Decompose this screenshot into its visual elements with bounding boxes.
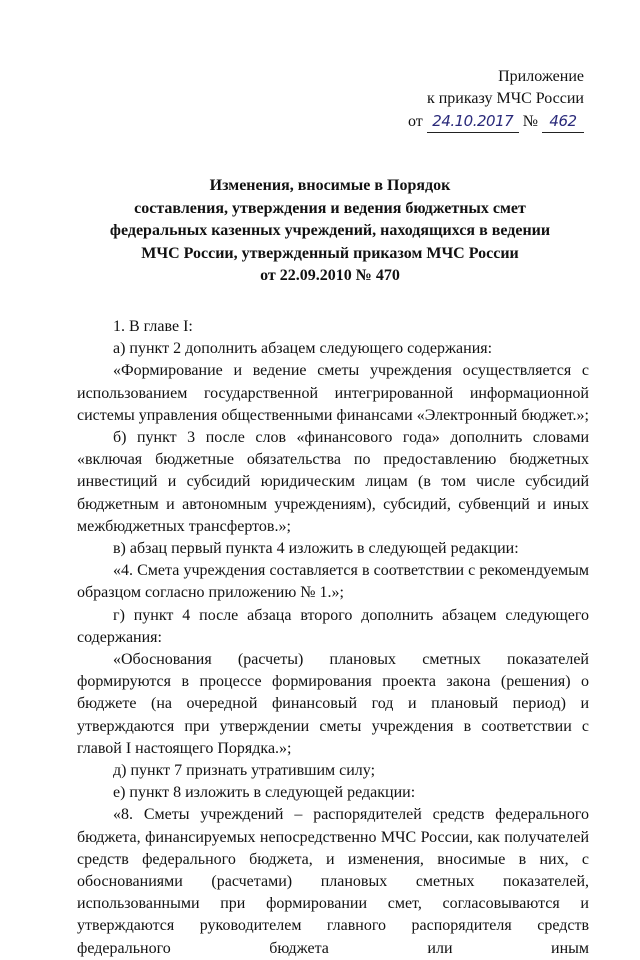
order-date-line	[408, 110, 584, 133]
appendix-header	[408, 66, 584, 133]
handwritten-date: 24.10.2017	[427, 110, 519, 133]
date-prefix: от	[407, 113, 423, 130]
title-line: Изменения, вносимые в Порядок	[209, 177, 451, 194]
paragraph: б) пункт 3 после слов «финансового года» дополнить словами «включая бюджетные обязательства по предоставлению бюджетных инвестиций и субсидий юридическим лицам (в том числе субсидий бюджетным и автономным учреждениям), субсидий, субвенций и иных межбюджетных трансфертов.»;	[77, 429, 589, 535]
paragraph: «Обоснования (расчеты) плановых сметных показателей формируются в процессе формирования проекта закона (решения) о бюджете (на очередной финансовый год и плановый период) и утверждаются при утверждении сметы учреждения в соответствии с главой I настоящего Порядка.»;	[77, 651, 589, 757]
document-body	[77, 316, 589, 960]
paragraph: а) пункт 2 дополнить абзацем следующего содержания:	[113, 340, 493, 358]
title-line: составления, утверждения и ведения бюджетных смет	[134, 199, 526, 217]
paragraph: д) пункт 7 признать утратившим силу;	[113, 762, 376, 780]
paragraph: 1. В главе I:	[113, 318, 193, 335]
handwritten-number: 462	[542, 110, 584, 133]
paragraph: г) пункт 4 после абзаца второго дополнить абзацем следующего содержания:	[77, 606, 589, 646]
number-label: №	[522, 113, 538, 130]
paragraph: «Формирование и ведение сметы учреждения осуществляется с использованием государственной интегрированной информационной системы управления общественными финансами «Электронный бюджет.»;	[77, 362, 589, 424]
paragraph: е) пункт 8 изложить в следующей редакции:	[113, 784, 416, 802]
title-line: МЧС России, утвержденный приказом МЧС России	[141, 244, 519, 262]
title-line: федеральных казенных учреждений, находящихся в ведении	[109, 222, 551, 239]
document-title	[60, 175, 600, 288]
paragraph: «8. Сметы учреждений – распорядителей средств федерального бюджета, финансируемых непосредственно МЧС России, как получателей средств федерального бюджета, и изменения, вносимые в них, с обоснованиями (расчетами) плановых сметных показателей, использованными при формировании смет, согласовываются и утверждаются руководителем главного распорядителя средств федерального бюджета или иным	[77, 806, 589, 957]
title-line: от 22.09.2010 № 470	[260, 267, 400, 284]
order-reference: к приказу МЧС России	[426, 90, 584, 107]
paragraph: «4. Смета учреждения составляется в соответствии с рекомендуемым образцом согласно приложению № 1.»;	[77, 562, 589, 602]
paragraph: в) абзац первый пункта 4 изложить в следующей редакции:	[113, 540, 519, 558]
appendix-label: Приложение	[498, 68, 584, 85]
